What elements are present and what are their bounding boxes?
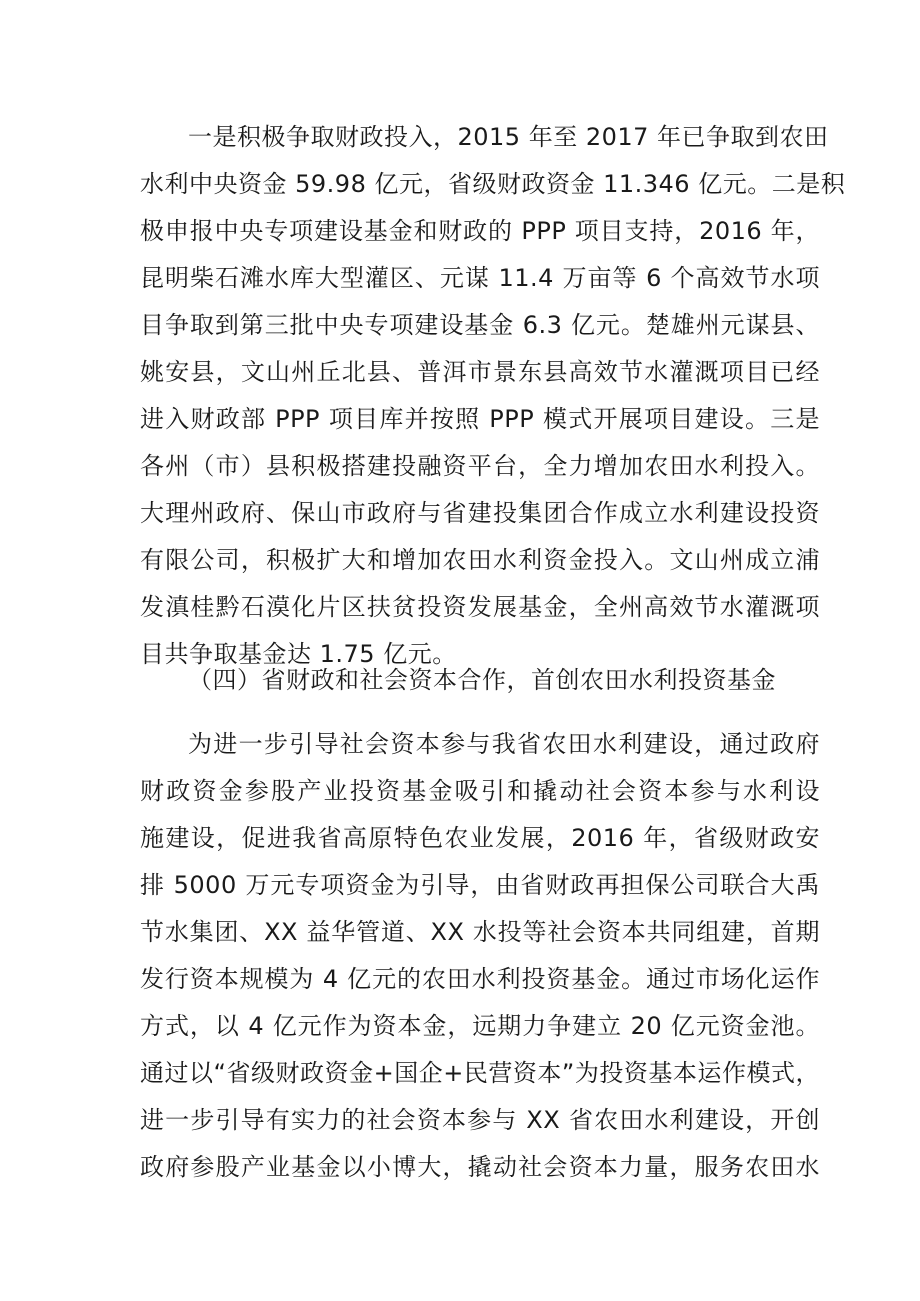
paragraph-2-line-8: 通过以“省级财政资金+国企+民营资本”为投资基本运作模式， [140,1059,820,1087]
paragraph-2-line-6: 发行资本规模为 4 亿元的农田水利投资基金。通过市场化运作 [140,965,820,993]
paragraph-1-line-11: 发滇桂黔石漠化片区扶贫投资发展基金，全州高效节水灌溉项 [140,593,820,621]
paragraph-1-line-5: 目争取到第三批中央专项建设基金 6.3 亿元。楚雄州元谋县、 [140,311,820,339]
paragraph-2-line-4: 排 5000 万元专项资金为引导，由省财政再担保公司联合大禹 [140,871,820,899]
paragraph-1-line-8: 各州（市）县积极搭建投融资平台，全力增加农田水利投入。 [140,452,820,480]
paragraph-2-line-10: 政府参股产业基金以小博大，撬动社会资本力量，服务农田水 [140,1153,820,1181]
paragraph-1-line-10: 有限公司，积极扩大和增加农田水利资金投入。文山州成立浦 [140,546,820,574]
paragraph-1-line-2: 水利中央资金 59.98 亿元，省级财政资金 11.346 亿元。二是积 [140,170,846,198]
paragraph-1-line-3: 极申报中央专项建设基金和财政的 PPP 项目支持，2016 年， [140,217,820,245]
section-heading [140,657,820,704]
paragraph-2-line-3: 施建设，促进我省高原特色农业发展，2016 年，省级财政安 [140,824,820,852]
paragraph-2-line-5: 节水集团、XX 益华管道、XX 水投等社会资本共同组建，首期 [140,918,820,946]
paragraph-2 [140,721,820,1191]
paragraph-1-line-9: 大理州政府、保山市政府与省建投集团合作成立水利建设投资 [140,499,820,527]
paragraph-2-line-9: 进一步引导有实力的社会资本参与 XX 省农田水利建设，开创 [140,1106,820,1134]
paragraph-2-line-2: 财政资金参股产业投资基金吸引和撬动社会资本参与水利设 [140,777,820,805]
paragraph-2-line-1: 为进一步引导社会资本参与我省农田水利建设，通过政府 [188,730,820,758]
paragraph-1 [140,114,846,678]
paragraph-1-line-4: 昆明柴石滩水库大型灌区、元谋 11.4 万亩等 6 个高效节水项 [140,264,820,292]
paragraph-1-line-1: 一是积极争取财政投入，2015 年至 2017 年已争取到农田 [188,123,829,151]
paragraph-1-line-6: 姚安县，文山州丘北县、普洱市景东县高效节水灌溉项目已经 [140,358,820,386]
paragraph-1-line-12: 目共争取基金达 1.75 亿元。 [140,640,457,668]
paragraph-2-line-7: 方式，以 4 亿元作为资本金，远期力争建立 20 亿元资金池。 [140,1012,820,1040]
paragraph-1-line-7: 进入财政部 PPP 项目库并按照 PPP 模式开展项目建设。三是 [140,405,820,433]
section-heading-text: （四）省财政和社会资本合作，首创农田水利投资基金 [188,666,776,694]
